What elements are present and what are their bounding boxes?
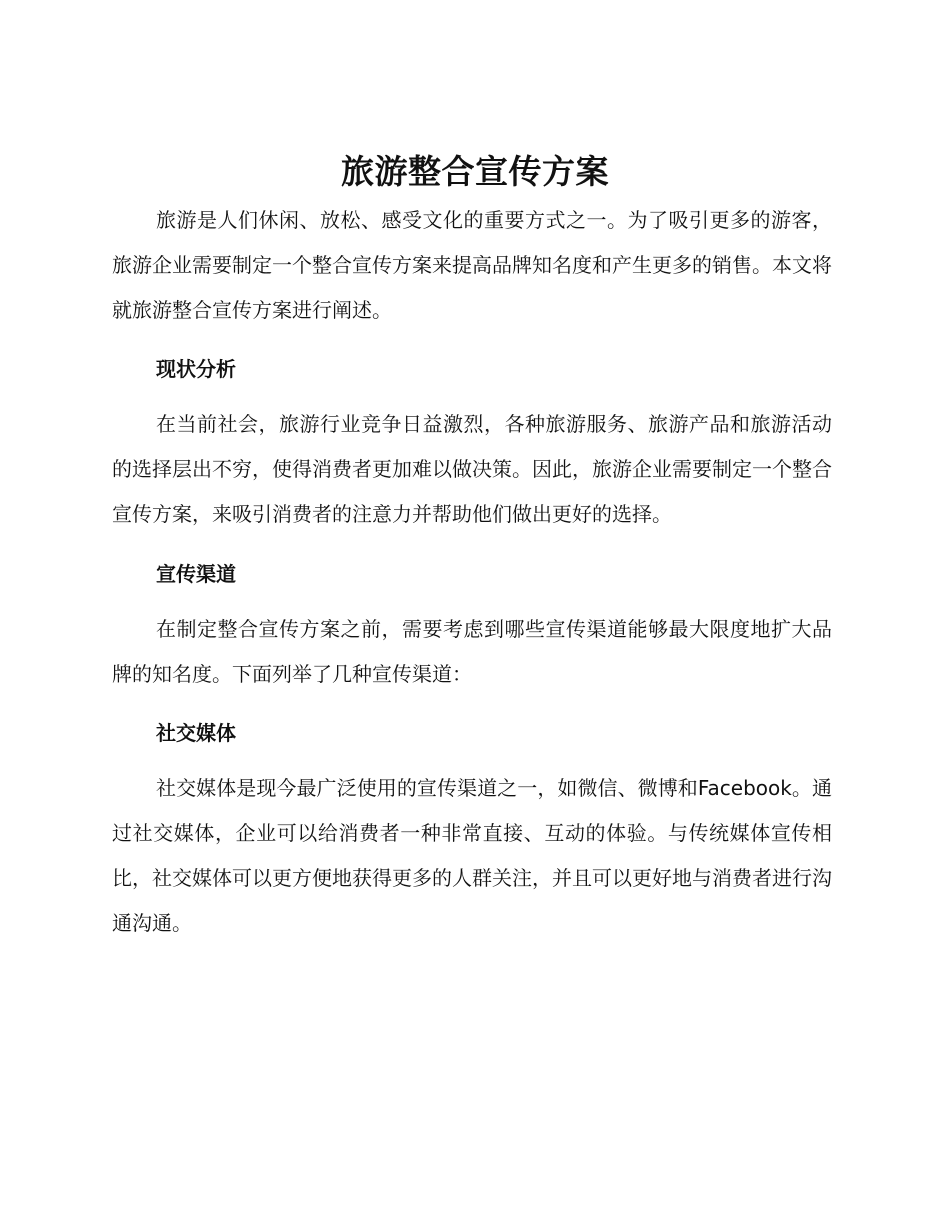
intro-paragraph: 旅游是人们休闲、放松、感受文化的重要方式之一。为了吸引更多的游客，旅游企业需要制定一个整合宣传方案来提高品牌知名度和产生更多的销售。本文将就旅游整合宣传方案进行阐述。 bbox=[112, 208, 832, 322]
section-heading-channels: 宣传渠道 bbox=[156, 562, 236, 586]
document-title: 旅游整合宣传方案 bbox=[341, 152, 609, 191]
section-heading-status-analysis: 现状分析 bbox=[156, 357, 236, 381]
section-heading-social-media: 社交媒体 bbox=[156, 721, 236, 745]
section-body-channels: 在制定整合宣传方案之前，需要考虑到哪些宣传渠道能够最大限度地扩大品牌的知名度。下面列举了几种宣传渠道： bbox=[112, 617, 832, 686]
section-body-social-media: 社交媒体是现今最广泛使用的宣传渠道之一，如微信、微博和Facebook。通过社交媒体，企业可以给消费者一种非常直接、互动的体验。与传统媒体宣传相比，社交媒体可以更方便地获得更多的人群关注，并且可以更好地与消费者进行沟通沟通。 bbox=[112, 776, 832, 935]
section-body-status-analysis: 在当前社会，旅游行业竞争日益激烈，各种旅游服务、旅游产品和旅游活动的选择层出不穷，使得消费者更加难以做决策。因此，旅游企业需要制定一个整合宣传方案，来吸引消费者的注意力并帮助他们做出更好的选择。 bbox=[112, 412, 832, 526]
